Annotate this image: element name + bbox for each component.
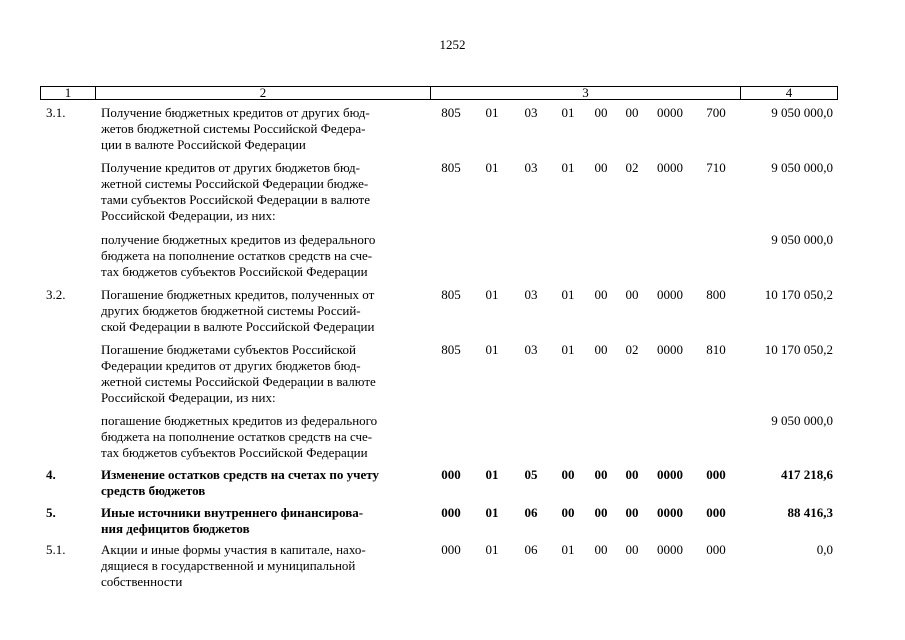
code-cell: 00 — [594, 105, 608, 120]
code-cell: 06 — [524, 505, 538, 520]
code-cell: 810 — [706, 342, 726, 357]
row-name: Иные источники внутреннего финансирова- ния дефицитов бюджетов — [101, 505, 364, 536]
row-name: Погашение бюджетных кредитов, полученных от других бюджетов бюджетной системы Россий- ской Федерации в валюте Российской Федерации — [101, 287, 375, 334]
code-cell: 805 — [441, 287, 461, 302]
code-cell: 02 — [625, 160, 639, 175]
row-amount: 0,0 — [816, 542, 833, 557]
row-amount: 9 050 000,0 — [771, 232, 833, 247]
code-cell: 805 — [441, 105, 461, 120]
code-cell: 710 — [706, 160, 726, 175]
code-cell: 01 — [561, 160, 575, 175]
code-cell: 000 — [706, 542, 726, 557]
row-amount: 9 050 000,0 — [771, 413, 833, 428]
code-cell: 01 — [561, 542, 575, 557]
code-cell: 03 — [524, 287, 538, 302]
code-cell: 00 — [561, 505, 575, 520]
code-cell: 800 — [706, 287, 726, 302]
row-number: 3.1. — [46, 105, 66, 120]
code-cell: 0000 — [657, 505, 683, 520]
row-amount: 88 416,3 — [787, 505, 833, 520]
code-cell: 01 — [485, 287, 499, 302]
row-name: Акции и иные формы участия в капитале, нахо- дящиеся в государственной и муниципальной собственности — [101, 542, 366, 589]
code-cell: 0000 — [657, 105, 683, 120]
header-col-3: 3 — [431, 87, 741, 99]
code-cell: 01 — [485, 467, 499, 482]
code-cell: 700 — [706, 105, 726, 120]
code-cell: 000 — [441, 467, 461, 482]
table-header — [40, 86, 838, 100]
code-cell: 00 — [594, 505, 608, 520]
code-cell: 000 — [441, 542, 461, 557]
row-number: 3.2. — [46, 287, 66, 302]
code-cell: 00 — [594, 542, 608, 557]
code-cell: 0000 — [657, 542, 683, 557]
row-name: Получение бюджетных кредитов от других бюд- жетов бюджетной системы Российской Федера- ции в валюте Российской Федерации — [101, 105, 370, 152]
row-number: 5.1. — [46, 542, 66, 557]
row-name: погашение бюджетных кредитов из федерального бюджета на пополнение остатков средств на сче- тах бюджетов субъектов Российской Федерации — [101, 413, 378, 460]
code-cell: 03 — [524, 105, 538, 120]
code-cell: 00 — [625, 467, 639, 482]
header-col-2: 2 — [96, 87, 431, 99]
code-cell: 00 — [594, 287, 608, 302]
code-cell: 805 — [441, 160, 461, 175]
row-amount: 9 050 000,0 — [771, 160, 833, 175]
row-amount: 9 050 000,0 — [771, 105, 833, 120]
code-cell: 01 — [561, 342, 575, 357]
page-number: 1252 — [439, 37, 466, 52]
code-cell: 0000 — [657, 287, 683, 302]
code-cell: 805 — [441, 342, 461, 357]
code-cell: 00 — [625, 542, 639, 557]
code-cell: 01 — [561, 287, 575, 302]
row-amount: 10 170 050,2 — [764, 287, 833, 302]
header-col-4: 4 — [785, 85, 793, 100]
code-cell: 00 — [594, 160, 608, 175]
code-cell: 00 — [594, 342, 608, 357]
code-cell: 0000 — [657, 342, 683, 357]
row-name: Изменение остатков средств на счетах по учету средств бюджетов — [101, 467, 379, 498]
row-number: 5. — [46, 505, 56, 520]
row-amount: 10 170 050,2 — [764, 342, 833, 357]
code-cell: 00 — [561, 467, 575, 482]
code-cell: 06 — [524, 542, 538, 557]
code-cell: 01 — [485, 505, 499, 520]
code-cell: 01 — [485, 342, 499, 357]
code-cell: 00 — [625, 287, 639, 302]
row-name: получение бюджетных кредитов из федерального бюджета на пополнение остатков средств на сче- тах бюджетов субъектов Российской Федерации — [101, 232, 376, 279]
code-cell: 01 — [561, 105, 575, 120]
code-cell: 01 — [485, 160, 499, 175]
code-cell: 0000 — [657, 467, 683, 482]
code-cell: 01 — [485, 105, 499, 120]
code-cell: 000 — [706, 467, 726, 482]
code-cell: 0000 — [657, 160, 683, 175]
code-cell: 00 — [625, 105, 639, 120]
code-cell: 00 — [594, 467, 608, 482]
code-cell: 000 — [441, 505, 461, 520]
row-amount: 417 218,6 — [781, 467, 833, 482]
row-name: Получение кредитов от других бюджетов бюд- жетной системы Российской Федерации бюдже- тами субъектов Российской Федерации в валюте Российской Федерации, из них: — [101, 160, 370, 223]
code-cell: 03 — [524, 342, 538, 357]
row-name: Погашение бюджетами субъектов Российской Федерации кредитов от других бюджетов бюд- жетной системы Российской Федерации в валюте Российской Федерации, из них: — [101, 342, 376, 405]
code-cell: 03 — [524, 160, 538, 175]
code-cell: 000 — [706, 505, 726, 520]
header-col-1: 1 — [41, 87, 96, 99]
code-cell: 00 — [625, 505, 639, 520]
code-cell: 01 — [485, 542, 499, 557]
row-number: 4. — [46, 467, 56, 482]
code-cell: 05 — [524, 467, 538, 482]
code-cell: 02 — [625, 342, 639, 357]
